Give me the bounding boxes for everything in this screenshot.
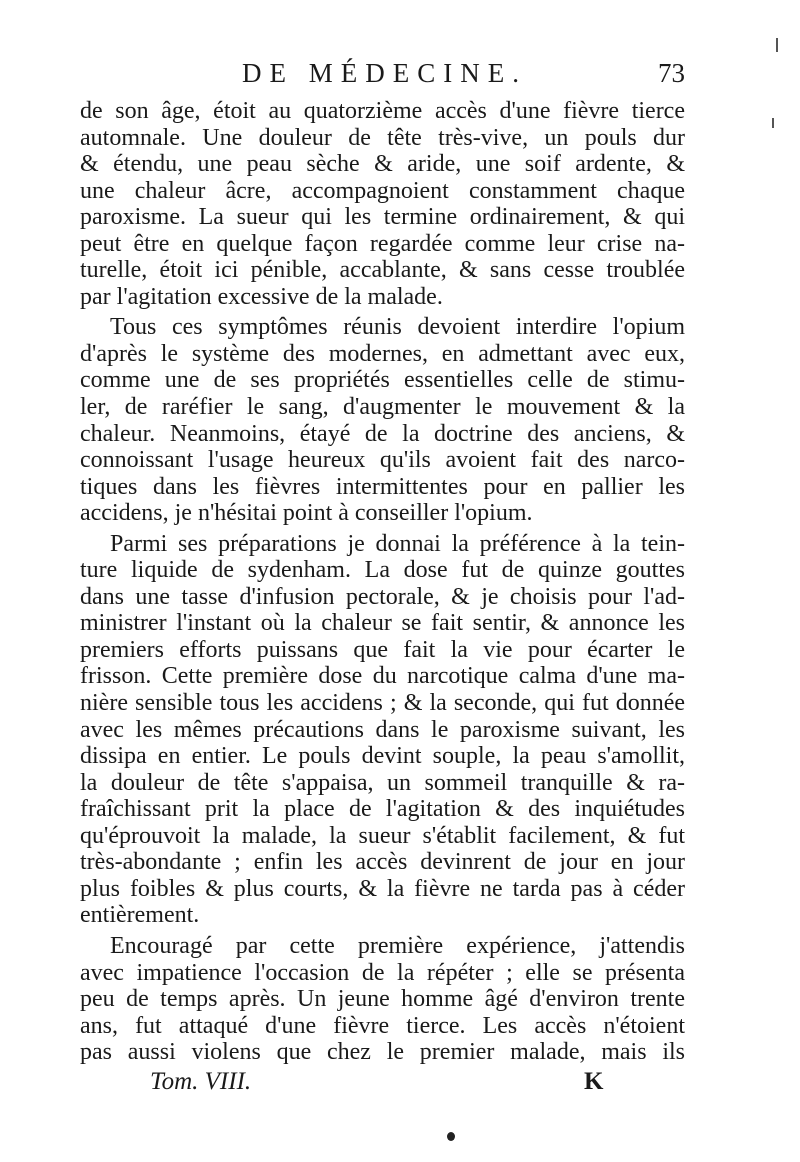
book-page [80,58,685,1098]
text-line: ture liquide de sydenham. La dose fut de quinze gouttes [80,557,685,584]
text-line: par l'agitation excessive de la malade. [80,283,443,310]
text-line: pas aussi violens que chez le premier malade, mais ils [80,1039,685,1066]
text-line: peu de temps après. Un jeune homme âgé d'environ trente [80,986,685,1013]
text-line: & étendu, une peau sèche & aride, une soif ardente, & [80,151,685,178]
edge-mark [776,38,778,52]
text-line: entièrement. [80,902,200,929]
text-line: ler, de raréfier le sang, d'augmenter le mouvement & la [80,394,685,421]
text-line: d'après le système des modernes, en admettant avec eux, [80,340,685,367]
text-line: ministrer l'instant où la chaleur se fait sentir, & annonce les [80,610,685,637]
text-line: avec impatience l'occasion de la répéter ; elle se présenta [80,959,685,986]
text-line: turelle, étoit ici pénible, accablante, & sans cesse troublée [80,257,685,284]
ink-speck [447,1132,455,1141]
text-line: premiers efforts puissans que fait la vie pour écarter le [80,636,685,663]
text-line: accidens, je n'hésitai point à conseiller l'opium. [80,500,533,527]
text-line: comme une de ses propriétés essentielles celle de stimu- [80,367,685,394]
text-line: chaleur. Neanmoins, étayé de la doctrine des anciens, & [80,420,685,447]
text-line: frisson. Cette première dose du narcotique calma d'une ma- [80,663,685,690]
text-line: connoissant l'usage heureux qu'ils avoient fait des narco- [80,447,685,474]
text-line: avec les mêmes précautions dans le paroxisme suivant, les [80,716,685,743]
text-line: Parmi ses préparations je donnai la préférence à la tein- [110,530,685,557]
gathering-signature: K [584,1067,604,1095]
text-line: qu'éprouvoit la malade, la sueur s'établit facilement, & fut [80,822,685,849]
text-line: peut être en quelque façon regardée comme leur crise na- [80,230,685,257]
text-line: tiques dans les fièvres intermittentes pour en pallier les [80,473,685,500]
page-number: 73 [658,58,685,88]
text-line: dissipa en entier. Le pouls devint souple, la peau s'amollit, [80,743,685,770]
text-line: la douleur de tête s'appaisa, un sommeil tranquille & ra- [80,769,685,796]
text-line: fraîchissant prit la place de l'agitation & des inquiétudes [80,796,685,823]
volume-signature: Tom. VIII. [150,1067,252,1095]
page-header [80,58,685,98]
edge-mark [772,118,774,128]
text-line: Tous ces symptômes réunis devoient interdire l'opium [110,314,685,341]
text-line: une chaleur âcre, accompagnoient constamment chaque [80,177,685,204]
text-line: nière sensible tous les accidens ; & la seconde, qui fut donnée [80,690,685,717]
page-footer [80,1068,685,1098]
text-line: très-abondante ; enfin les accès devinrent de jour en jour [80,849,685,876]
text-line: de son âge, étoit au quatorzième accès d'une fièvre tierce [80,98,685,124]
text-line: Encouragé par cette première expérience, j'attendis [110,932,685,959]
body-text [80,98,685,1066]
text-line: paroxisme. La sueur qui les termine ordinairement, & qui [80,204,685,231]
running-head: DE MÉDECINE. [242,58,527,88]
text-line: automnale. Une douleur de tête très-vive, un pouls dur [80,124,685,151]
text-line: ans, fut attaqué d'une fièvre tierce. Les accès n'étoient [80,1012,685,1039]
text-line: plus foibles & plus courts, & la fièvre ne tarda pas à céder [80,875,685,902]
text-line: dans une tasse d'infusion pectorale, & je choisis pour l'ad- [80,583,685,610]
